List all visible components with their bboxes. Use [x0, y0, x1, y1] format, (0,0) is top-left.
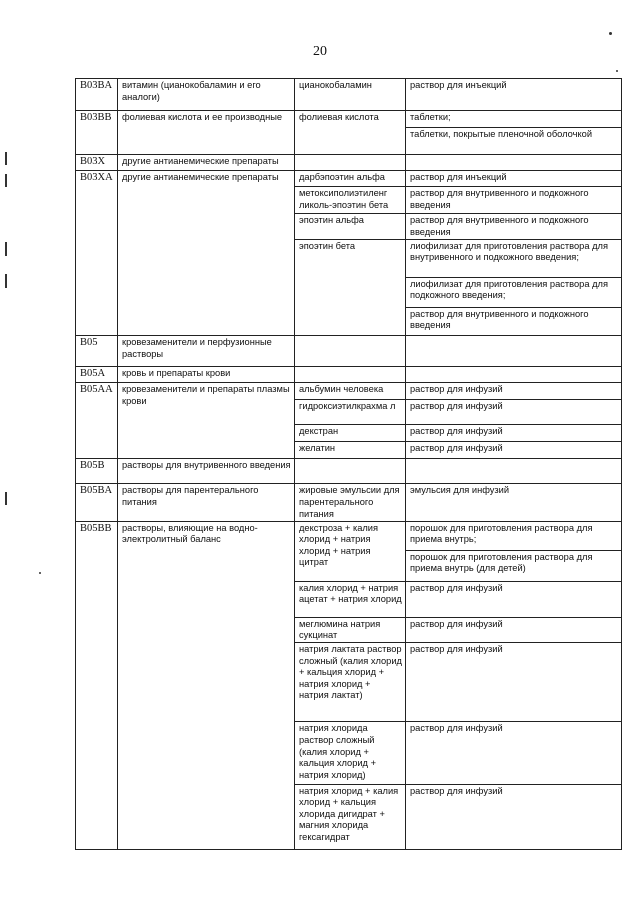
atc-code-cell: B03BB — [76, 111, 118, 155]
substance-cell: натрия хлорида раствор сложный (калия хлорид + кальция хлорид + натрия хлорид) — [295, 722, 406, 784]
dosage-form-cell: раствор для инфузий — [406, 383, 622, 400]
dosage-form-cell — [406, 155, 622, 171]
atc-code-cell: B05AA — [76, 383, 118, 459]
substance-cell: жировые эмульсии для парентерального питания — [295, 484, 406, 521]
substance-cell: желатин — [295, 442, 406, 459]
substance-cell: декстроза + калия хлорид + натрия хлорид + натрия цитрат — [295, 521, 406, 581]
atc-code-cell: B05A — [76, 367, 118, 383]
scan-mark — [5, 242, 7, 256]
substance-cell: натрия лактата раствор сложный (калия хлорид + кальция хлорид + натрия хлорид + натрия лактат) — [295, 643, 406, 722]
dosage-form-cell: раствор для внутривенного и подкожного введения — [406, 214, 622, 239]
scan-mark — [609, 32, 612, 35]
atc-code-cell: B03BA — [76, 79, 118, 111]
group-cell: фолиевая кислота и ее производные — [118, 111, 295, 155]
substance-cell: фолиевая кислота — [295, 111, 406, 155]
dosage-form-cell: лиофилизат для приготовления раствора для внутривенного и подкожного введения; — [406, 239, 622, 277]
table-row — [76, 459, 622, 484]
group-cell: растворы для внутривенного введения — [118, 459, 295, 484]
substance-cell — [295, 155, 406, 171]
substance-cell: натрия хлорид + калия хлорид + кальция хлорида дигидрат + магния хлорида гексагидрат — [295, 784, 406, 849]
dosage-form-cell: раствор для инфузий — [406, 442, 622, 459]
table-row — [76, 155, 622, 171]
group-cell: другие антианемические препараты — [118, 171, 295, 336]
drug-classification-table — [75, 78, 622, 850]
group-cell: кровезаменители и препараты плазмы крови — [118, 383, 295, 459]
atc-code-cell: B03XA — [76, 171, 118, 336]
dosage-form-cell: раствор для инфузий — [406, 400, 622, 425]
dosage-form-cell: таблетки; — [406, 111, 622, 128]
scan-mark — [616, 70, 618, 72]
group-cell: растворы для парентерального питания — [118, 484, 295, 521]
dosage-form-cell: раствор для инфузий — [406, 581, 622, 617]
dosage-form-cell — [406, 459, 622, 484]
table-row — [76, 335, 622, 366]
group-cell: кровь и препараты крови — [118, 367, 295, 383]
dosage-form-cell: раствор для инфузий — [406, 643, 622, 722]
dosage-form-cell: раствор для инфузий — [406, 617, 622, 642]
group-cell: витамин (цианокобаламин и его аналоги) — [118, 79, 295, 111]
table-row — [76, 383, 622, 400]
scan-mark — [5, 152, 7, 165]
dosage-form-cell: эмульсия для инфузий — [406, 484, 622, 521]
dosage-form-cell: раствор для внутривенного и подкожного введения — [406, 187, 622, 214]
substance-cell: альбумин человека — [295, 383, 406, 400]
substance-cell: меглюмина натрия сукцинат — [295, 617, 406, 642]
dosage-form-cell: лиофилизат для приготовления раствора для подкожного введения; — [406, 277, 622, 307]
scan-mark — [5, 274, 7, 288]
scan-mark — [5, 174, 7, 187]
substance-cell: метоксиполиэтиленг ликоль-эпоэтин бета — [295, 187, 406, 214]
dosage-form-cell: раствор для инфузий — [406, 722, 622, 784]
substance-cell: гидроксиэтилкрахма л — [295, 400, 406, 425]
atc-code-cell: B05BB — [76, 521, 118, 849]
group-cell: другие антианемические препараты — [118, 155, 295, 171]
substance-cell: дарбэпоэтин альфа — [295, 171, 406, 187]
dosage-form-cell: раствор для инфузий — [406, 425, 622, 442]
atc-code-cell: B05BA — [76, 484, 118, 521]
substance-cell: эпоэтин альфа — [295, 214, 406, 239]
table-row — [76, 79, 622, 111]
dosage-form-cell: раствор для инъекций — [406, 79, 622, 111]
dosage-form-cell: порошок для приготовления раствора для приема внутрь (для детей) — [406, 550, 622, 581]
substance-cell: эпоэтин бета — [295, 239, 406, 335]
atc-code-cell: B05B — [76, 459, 118, 484]
page-number: 20 — [313, 44, 327, 59]
group-cell: растворы, влияющие на водно-электролитный баланс — [118, 521, 295, 849]
dosage-form-cell: раствор для инъекций — [406, 171, 622, 187]
table-row — [76, 111, 622, 128]
dosage-form-cell: порошок для приготовления раствора для приема внутрь; — [406, 521, 622, 550]
table-row — [76, 484, 622, 521]
dosage-form-cell: раствор для внутривенного и подкожного введения — [406, 307, 622, 335]
substance-cell: цианокобаламин — [295, 79, 406, 111]
table-row — [76, 521, 622, 550]
group-cell: кровезаменители и перфузионные растворы — [118, 335, 295, 366]
table-row — [76, 171, 622, 187]
dosage-form-cell: таблетки, покрытые пленочной оболочкой — [406, 128, 622, 155]
scan-mark — [5, 492, 7, 505]
atc-code-cell: B05 — [76, 335, 118, 366]
atc-code-cell: B03X — [76, 155, 118, 171]
substance-cell — [295, 459, 406, 484]
scan-mark — [39, 572, 41, 574]
dosage-form-cell: раствор для инфузий — [406, 784, 622, 849]
substance-cell: декстран — [295, 425, 406, 442]
substance-cell — [295, 335, 406, 366]
dosage-form-cell — [406, 335, 622, 366]
table-row — [76, 367, 622, 383]
dosage-form-cell — [406, 367, 622, 383]
substance-cell — [295, 367, 406, 383]
substance-cell: калия хлорид + натрия ацетат + натрия хлорид — [295, 581, 406, 617]
